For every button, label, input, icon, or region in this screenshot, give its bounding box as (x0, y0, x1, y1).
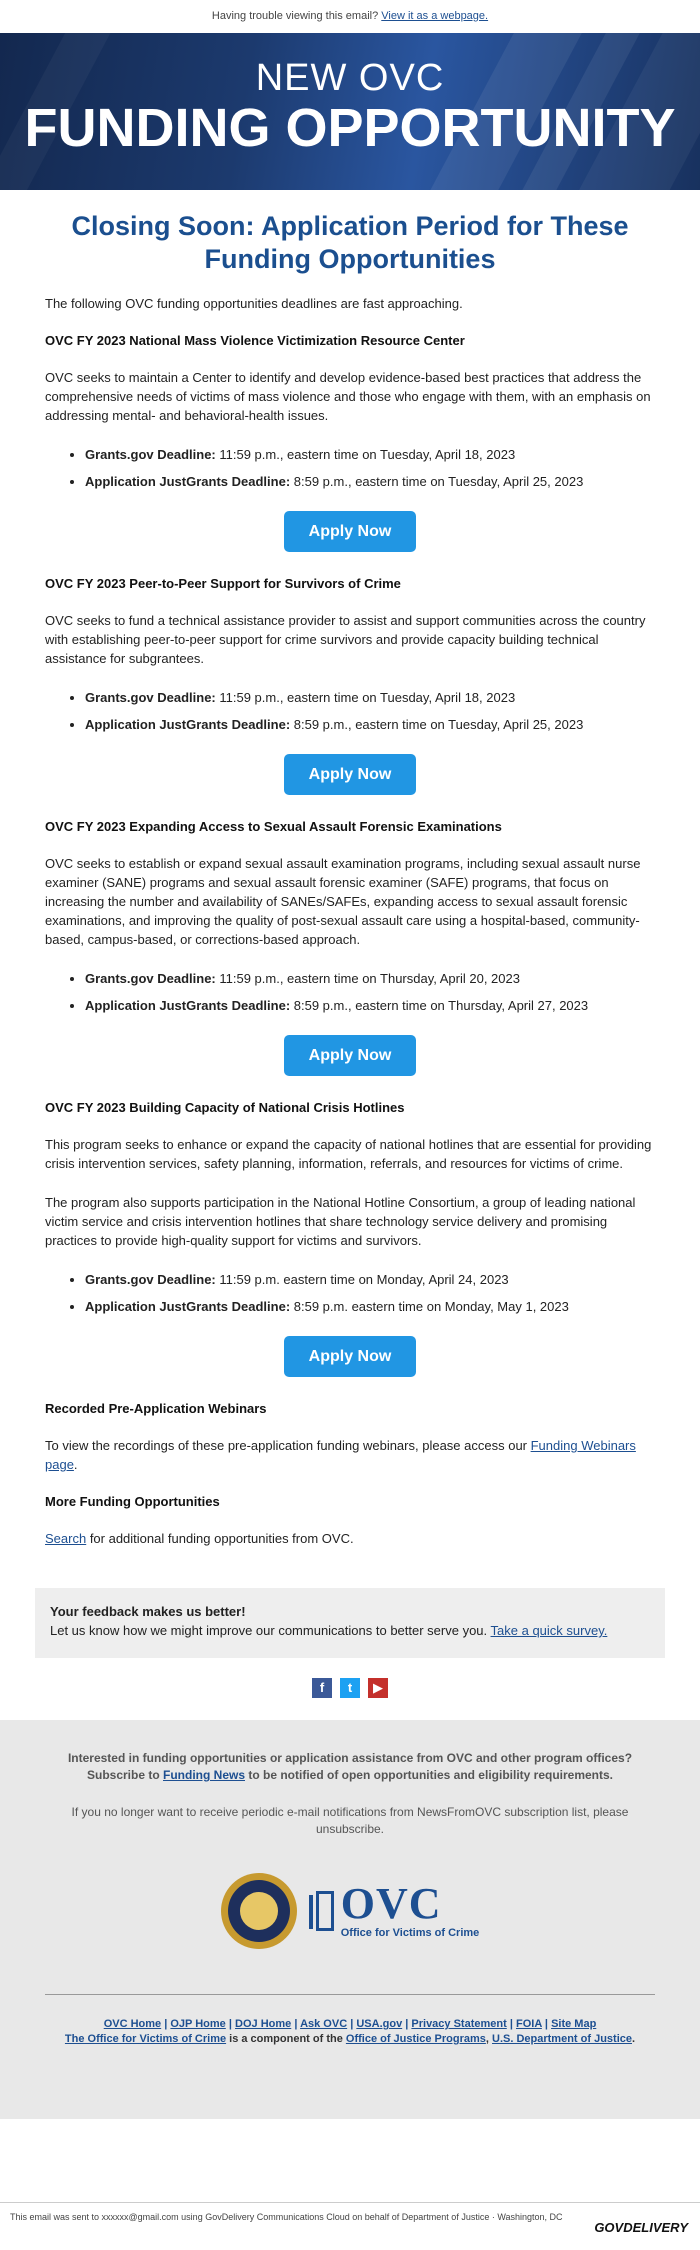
ovc-logo-subtitle: Office for Victims of Crime (340, 1927, 480, 1939)
ovc-logo-text: OVC (340, 1879, 442, 1928)
opportunity-title: OVC FY 2023 National Mass Violence Victimization Resource Center (45, 333, 465, 348)
link-separator: | (541, 2018, 552, 2030)
deadline-list (85, 969, 655, 1015)
footer-link[interactable]: FOIA (515, 2018, 542, 2030)
ovc-logo (309, 1881, 480, 1941)
page-title: Closing Soon: Application Period for These Funding Opportunities (71, 211, 629, 274)
logos-row (0, 1866, 700, 1956)
banner-line2: FUNDING OPPORTUNITY (24, 98, 676, 158)
opportunity-description: The program also supports participation in the National Hotline Consortium, a group of leading national victim service and crisis intervention hotlines that share technology service delivery and promising practices to provide high-quality support for victims and survivors. (45, 1195, 636, 1248)
deadline-list (85, 445, 655, 491)
ovc-mark-icon (309, 1889, 335, 1933)
feedback-box (35, 1588, 665, 1658)
deadline-value: 8:59 p.m., eastern time on Thursday, April 27, 2023 (290, 998, 589, 1013)
opportunity-description: OVC seeks to fund a technical assistance provider to assist and support communities across the country with establishing peer-to-peer support for crime survivors and provide capacity building technical assistance for subgrantees. (45, 613, 646, 666)
more-opportunities-text: Search for additional funding opportunities from OVC. (45, 1531, 354, 1546)
social-links (0, 1678, 700, 1702)
deadline-label: Grants.gov Deadline: (85, 1272, 216, 1287)
deadline-item (85, 969, 655, 988)
deadline-value: 8:59 p.m. eastern time on Monday, May 1, 2023 (290, 1299, 569, 1314)
banner-line1: NEW OVC (255, 57, 445, 99)
deadline-label: Grants.gov Deadline: (85, 971, 216, 986)
link-separator: | (161, 2018, 171, 2030)
deadline-item (85, 445, 655, 464)
govdelivery-logo: GOVDELIVERY (594, 2220, 688, 2235)
link-separator: | (402, 2018, 412, 2030)
feedback-title: Your feedback makes us better! (50, 1604, 246, 1619)
footer-link[interactable]: Site Map (551, 2018, 597, 2030)
footer-link-row (0, 2017, 700, 2032)
apply-now-button[interactable]: Apply Now (284, 1336, 416, 1377)
youtube-icon[interactable]: ▶ (368, 1678, 388, 1698)
deadline-item (85, 472, 655, 491)
deadline-value: 11:59 p.m. eastern time on Monday, April 24, 2023 (215, 1272, 509, 1287)
footer-divider (45, 1994, 655, 1995)
deadline-label: Grants.gov Deadline: (85, 447, 216, 462)
doj-seal-icon (221, 1873, 297, 1949)
ovc-component-link[interactable]: The Office for Victims of Crime (64, 2033, 227, 2045)
opportunity-description: OVC seeks to maintain a Center to identify and develop evidence-based best practices that address the comprehensive needs of victims of mass violence and those who engage with them, with an emphasis on addressing mental- and behavioral-health issues. (45, 370, 651, 423)
opportunity-sections (45, 333, 655, 1377)
doj-link[interactable]: U.S. Department of Justice (492, 2033, 632, 2045)
opportunity-title: OVC FY 2023 Peer-to-Peer Support for Survivors of Crime (45, 576, 401, 591)
feedback-text: Let us know how we might improve our communications to better serve you. Take a quick survey. (50, 1623, 608, 1638)
deadline-item (85, 1270, 655, 1289)
footer-link[interactable]: Ask OVC (300, 2018, 348, 2030)
deadline-value: 8:59 p.m., eastern time on Tuesday, April 25, 2023 (290, 717, 584, 732)
deadline-value: 8:59 p.m., eastern time on Tuesday, April 25, 2023 (290, 474, 584, 489)
opportunity-section (45, 819, 655, 1076)
component-line: The Office for Victims of Crime is a component of the Office of Justice Programs, U.S. Department of Justice. (64, 2033, 636, 2045)
apply-now-button[interactable]: Apply Now (284, 754, 416, 795)
opportunity-section (45, 1100, 655, 1377)
govdelivery-footer (0, 2212, 700, 2235)
more-opportunities-title: More Funding Opportunities (45, 1494, 220, 1509)
apply-now-button[interactable]: Apply Now (284, 511, 416, 552)
deadline-label: Application JustGrants Deadline: (85, 717, 291, 732)
opportunity-description: This program seeks to enhance or expand the capacity of national hotlines that are essential for providing crisis intervention services, safety planning, information, referrals, and resources for victims of crime. (45, 1137, 652, 1171)
link-separator: | (347, 2018, 357, 2030)
footer-link[interactable]: DOJ Home (235, 2018, 292, 2030)
deadline-item (85, 1297, 655, 1316)
link-separator: | (291, 2018, 301, 2030)
opportunity-title: OVC FY 2023 Expanding Access to Sexual Assault Forensic Examinations (45, 819, 502, 834)
funding-webinars-link[interactable]: Funding Webinars page (45, 1438, 636, 1472)
trouble-viewing-text: Having trouble viewing this email? (211, 10, 379, 22)
unsubscribe-text: If you no longer want to receive periodic e-mail notifications from NewsFromOVC subscription list, please unsubscribe. (71, 1805, 629, 1836)
deadline-list (85, 688, 655, 734)
deadline-value: 11:59 p.m., eastern time on Thursday, April 20, 2023 (215, 971, 520, 986)
funding-news-link[interactable]: Funding News (163, 1768, 245, 1782)
deadline-label: Grants.gov Deadline: (85, 690, 216, 705)
facebook-icon[interactable]: f (312, 1678, 332, 1698)
apply-now-button[interactable]: Apply Now (284, 1035, 416, 1076)
view-online-bar (0, 0, 700, 33)
opportunity-description: OVC seeks to establish or expand sexual assault examination programs, including sexual assault nurse examiner (SANE) programs and sexual assault forensic examiner (SAFE) programs, that focus on increasing the number and availability of SANEs/SAFEs, expanding access to sexual assault forensic examinations, and improving the quality of post-sexual assault care using a hospital-based, community-based, campus-based, or corrections-based approach. (45, 856, 641, 947)
deadline-value: 11:59 p.m., eastern time on Tuesday, April 18, 2023 (215, 690, 516, 705)
link-separator: | (225, 2018, 236, 2030)
ojp-link[interactable]: Office of Justice Programs (345, 2033, 486, 2045)
deadline-value: 11:59 p.m., eastern time on Tuesday, April 18, 2023 (215, 447, 516, 462)
footer-link[interactable]: Privacy Statement (411, 2018, 507, 2030)
webinars-text: To view the recordings of these pre-application funding webinars, please access our Funding Webinars page. (45, 1438, 636, 1472)
footer-link[interactable]: USA.gov (356, 2018, 403, 2030)
main-content (0, 210, 700, 1548)
deadline-label: Application JustGrants Deadline: (85, 998, 291, 1013)
deadline-item (85, 688, 655, 707)
sent-to-text: This email was sent to xxxxxx@gmail.com using GovDelivery Communications Cloud on behalf of Department of Justice · Washington, DC (10, 2212, 563, 2222)
bottom-divider (0, 2202, 700, 2203)
intro-text: The following OVC funding opportunities deadlines are fast approaching. (45, 296, 463, 311)
webinars-title: Recorded Pre-Application Webinars (45, 1401, 267, 1416)
footer-link[interactable]: OVC Home (103, 2018, 162, 2030)
deadline-item (85, 996, 655, 1015)
deadline-label: Application JustGrants Deadline: (85, 1299, 291, 1314)
opportunity-section (45, 576, 655, 795)
deadline-label: Application JustGrants Deadline: (85, 474, 291, 489)
header-banner (0, 33, 700, 190)
deadline-item (85, 715, 655, 734)
view-as-webpage-link[interactable]: View it as a webpage. (381, 10, 489, 22)
search-link[interactable]: Search (45, 1531, 87, 1546)
interest-text: Interested in funding opportunities or application assistance from OVC and other program offices? Subscribe to Funding News to be notified of open opportunities and eligibility requirements. (67, 1751, 633, 1782)
footer (0, 1720, 700, 2119)
opportunity-section (45, 333, 655, 552)
link-separator: | (506, 2018, 516, 2030)
footer-links (0, 2017, 700, 2047)
deadline-list (85, 1270, 655, 1316)
twitter-icon[interactable]: t (340, 1678, 360, 1698)
survey-link[interactable]: Take a quick survey. (490, 1623, 608, 1638)
footer-link[interactable]: OJP Home (170, 2018, 226, 2030)
opportunity-title: OVC FY 2023 Building Capacity of National Crisis Hotlines (45, 1100, 405, 1115)
